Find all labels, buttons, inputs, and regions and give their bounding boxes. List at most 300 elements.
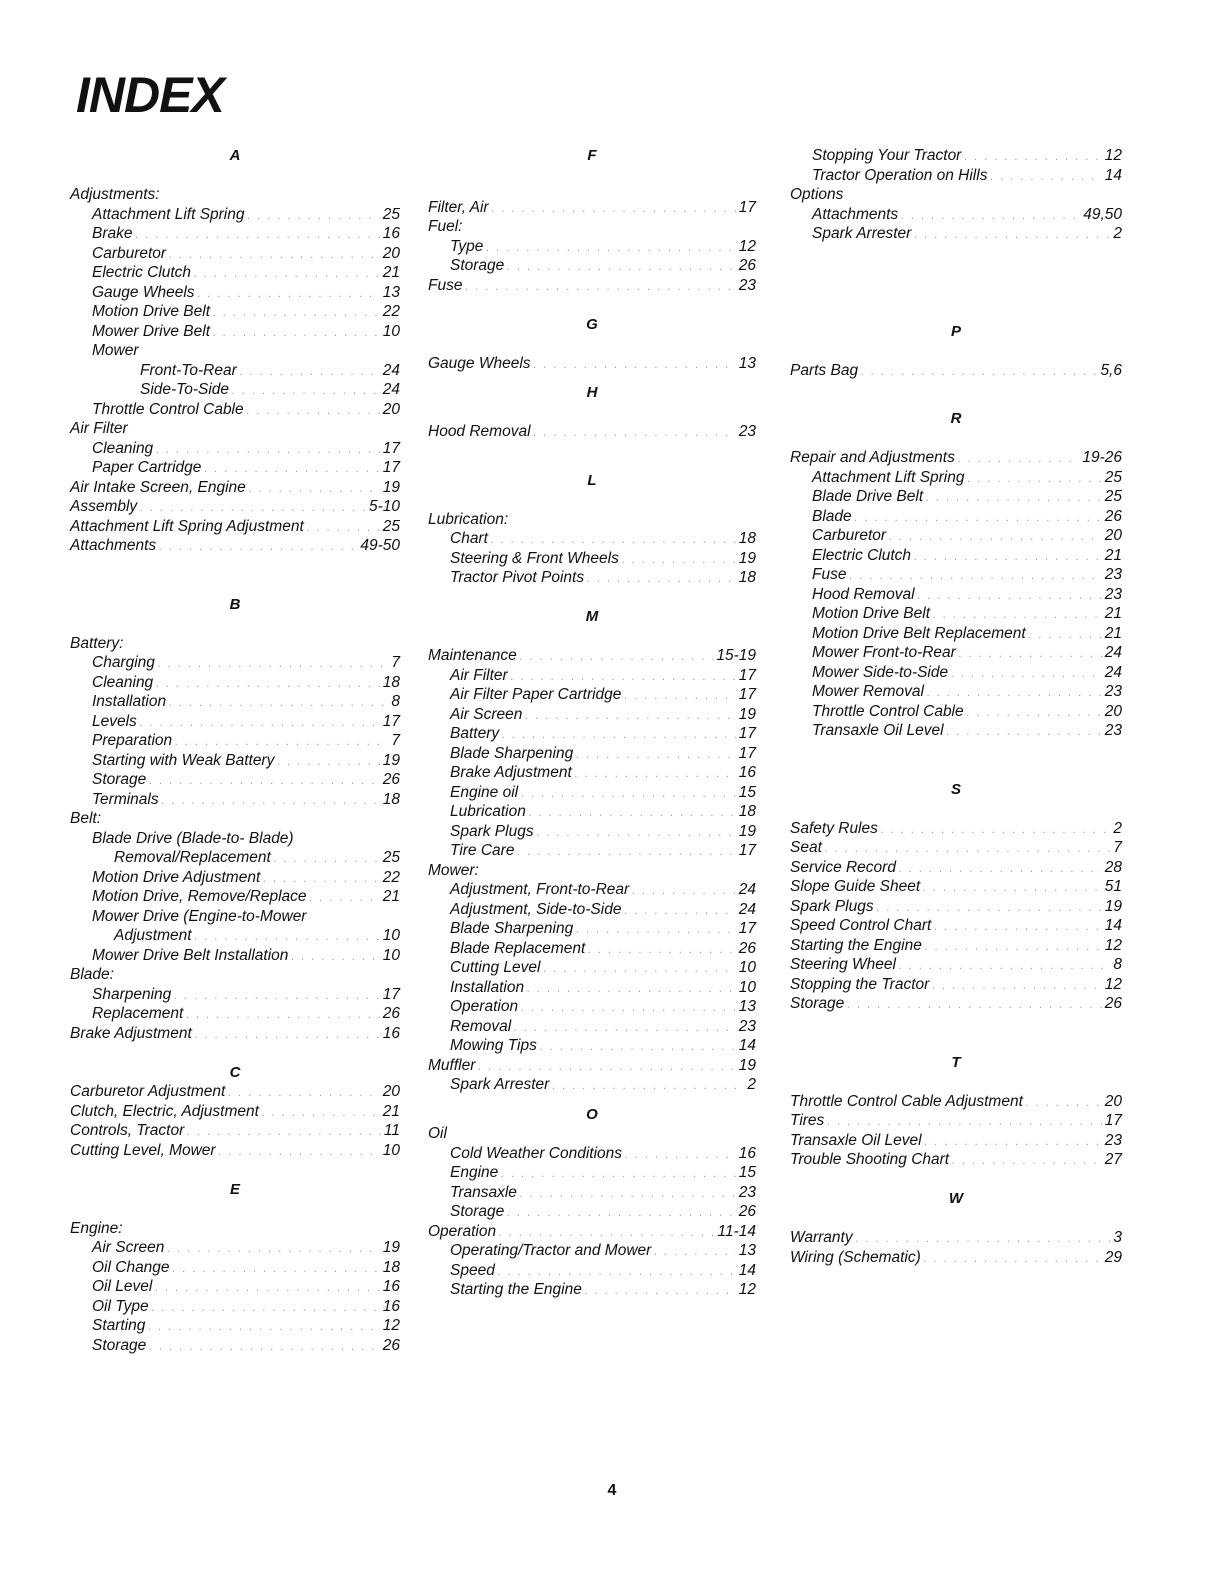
index-entry-term: Adjustment [114, 927, 192, 944]
index-entry [428, 1124, 756, 1144]
index-entry-term: Steering & Front Wheels [450, 549, 619, 567]
dot-leader [148, 1318, 379, 1338]
index-entry-page: 26 [738, 1203, 756, 1220]
dot-leader [861, 363, 1097, 383]
section-letter: H [586, 384, 598, 401]
index-entry [790, 916, 1122, 936]
index-entry-term: Mower: [428, 861, 479, 879]
index-entry-term: Attachment Lift Spring Adjustment [70, 517, 304, 535]
index-entry-page: 19 [1104, 897, 1122, 915]
index-entry-page: 12 [1104, 975, 1122, 993]
index-entry [790, 1092, 1122, 1112]
index-entry-term: Belt: [70, 810, 102, 827]
index-entry-term: Speed Control Chart [790, 917, 932, 934]
index-entry [790, 585, 1122, 605]
index-entry [790, 185, 1122, 205]
dot-leader [588, 941, 735, 961]
index-entry-term: Starting [92, 1317, 146, 1334]
index-entry-term: Battery: [70, 634, 124, 652]
section-letter: R [950, 410, 962, 427]
dot-leader [520, 1185, 736, 1205]
dot-leader [881, 821, 1110, 841]
index-entry [790, 721, 1122, 741]
index-entry-term: Tractor Operation on Hills [812, 166, 988, 184]
index-entry-page: 25 [382, 849, 400, 866]
index-entry [70, 653, 400, 673]
index-entry [428, 724, 756, 744]
dot-leader [149, 772, 379, 792]
dot-leader [169, 246, 380, 266]
index-entry-term: Fuel: [428, 218, 463, 235]
index-entry [790, 448, 1122, 468]
index-entry-page: 23 [1104, 566, 1122, 583]
index-entry [428, 1017, 756, 1037]
dot-leader [521, 785, 736, 805]
dot-leader [947, 723, 1102, 743]
index-entry-term: Spark Arrester [812, 225, 912, 242]
index-section-r [790, 409, 1122, 741]
index-entry [790, 682, 1122, 702]
dot-leader [240, 363, 380, 383]
index-entry-page: 12 [1104, 936, 1122, 954]
dot-leader [951, 665, 1102, 685]
index-entry-page: 19 [382, 478, 400, 496]
index-entry-page: 20 [382, 400, 400, 418]
dot-leader [889, 528, 1102, 548]
index-entry [70, 829, 400, 849]
index-entry [790, 205, 1122, 225]
index-entry-term: Fuse [812, 566, 847, 583]
index-entry [428, 646, 756, 666]
index-entry-page: 2 [747, 1076, 756, 1093]
index-section-e [70, 1180, 400, 1356]
index-entry [428, 919, 756, 939]
index-entry [70, 887, 400, 907]
index-entry-page: 49-50 [360, 537, 400, 554]
index-section-m [428, 607, 756, 1095]
dot-leader [194, 265, 380, 285]
index-entry [790, 487, 1122, 507]
index-section-g [428, 315, 756, 374]
index-entry [428, 510, 756, 530]
index-entry-term: Clutch, Electric, Adjustment [70, 1102, 259, 1120]
index-entry [70, 1102, 400, 1122]
dot-leader [654, 1243, 735, 1263]
index-entry-term: Blade Drive (Blade-to- Blade) [92, 829, 294, 847]
index-section-l [428, 471, 756, 588]
index-entry-term: Mower [92, 342, 139, 359]
index-entry [70, 517, 400, 537]
index-entry-term: Cleaning [92, 439, 154, 457]
dot-leader [622, 551, 736, 571]
index-entry-page: 2 [1113, 819, 1122, 837]
dot-leader [195, 1026, 380, 1046]
index-entry [70, 1004, 400, 1024]
dot-leader [968, 470, 1102, 490]
index-entry [428, 1075, 756, 1095]
index-entry-term: Mower Front-to-Rear [812, 644, 956, 661]
index-entry-page: 13 [738, 998, 756, 1015]
index-entry-term: Steering Wheel [790, 956, 896, 973]
dot-leader [514, 1019, 736, 1039]
dot-leader [291, 948, 379, 968]
index-entry-page: 2 [1113, 225, 1122, 242]
index-entry [70, 1277, 400, 1297]
index-entry [790, 507, 1122, 527]
index-entry-term: Air Screen [92, 1239, 165, 1256]
index-entry-page: 5-10 [368, 498, 400, 515]
index-entry-page: 13 [738, 1242, 756, 1259]
index-entry-term: Repair and Adjustments [790, 449, 955, 466]
index-entry [428, 841, 756, 861]
index-entry [70, 868, 400, 888]
index-entry-term: Charging [92, 654, 155, 671]
index-section-o [428, 1105, 756, 1300]
index-entry-page: 3 [1113, 1229, 1122, 1246]
index-section-t [790, 1053, 1122, 1170]
index-column-2 [428, 146, 756, 1300]
index-entry-term: Attachment Lift Spring [812, 468, 965, 486]
index-entry-page: 24 [1104, 644, 1122, 661]
index-entry [70, 985, 400, 1005]
index-entry-page: 19 [382, 1239, 400, 1256]
index-entry-page: 18 [382, 790, 400, 808]
index-entry-term: Air Intake Screen, Engine [70, 478, 246, 496]
index-entry [790, 1248, 1122, 1268]
index-entry [428, 900, 756, 920]
index-entry-term: Oil Change [92, 1258, 170, 1276]
index-entry-page: 12 [1104, 147, 1122, 164]
index-entry-page: 26 [382, 1005, 400, 1022]
index-entry [70, 1121, 400, 1141]
section-letter: W [948, 1190, 964, 1207]
index-entry [428, 1163, 756, 1183]
index-entry-page: 17 [382, 712, 400, 730]
index-entry-term: Warranty [790, 1229, 853, 1246]
index-entry-term: Engine: [70, 1219, 123, 1237]
index-entry-page: 20 [382, 1083, 400, 1100]
section-letter: B [229, 595, 241, 613]
index-entry [70, 1297, 400, 1317]
index-column-3 [790, 146, 1122, 1267]
index-entry-term: Preparation [92, 732, 173, 749]
index-entry-page: 24 [738, 900, 756, 918]
index-entry [428, 217, 756, 237]
index-entry [70, 907, 400, 927]
dot-leader [169, 694, 388, 714]
index-entry [70, 848, 400, 868]
index-entry-term: Trouble Shooting Chart [790, 1151, 950, 1168]
dot-leader [576, 746, 736, 766]
index-entry [428, 783, 756, 803]
index-entry-term: Mower Drive (Engine-to-Mower [92, 907, 307, 925]
dot-leader [465, 278, 735, 298]
index-entry-term: Starting the Engine [790, 936, 922, 954]
index-entry-term: Carburetor [92, 244, 167, 262]
dot-leader [990, 168, 1101, 188]
dot-leader [855, 509, 1102, 529]
index-entry-term: Mower Side-to-Side [812, 663, 949, 681]
index-entry-term: Slope Guide Sheet [790, 878, 921, 895]
index-entry-term: Engine oil [450, 783, 519, 801]
index-entry-term: Storage [450, 257, 505, 274]
section-letter: M [585, 608, 599, 625]
index-entry-page: 24 [382, 381, 400, 398]
index-entry [70, 478, 400, 498]
dot-leader [934, 918, 1101, 938]
index-entry-term: Installation [450, 978, 525, 996]
index-entry-page: 19 [738, 1056, 756, 1074]
index-entry [790, 858, 1122, 878]
dot-leader [540, 1038, 736, 1058]
index-entry [70, 283, 400, 303]
dot-leader [901, 207, 1080, 227]
index-entry-term: Storage [450, 1203, 505, 1220]
index-entry-page: 18 [738, 569, 756, 586]
index-entry [428, 1202, 756, 1222]
index-entry-term: Maintenance [428, 647, 517, 664]
dot-leader [232, 382, 380, 402]
index-entry-page: 7 [1113, 839, 1122, 856]
index-entry-term: Starting the Engine [450, 1281, 582, 1298]
index-entry-page: 17 [1104, 1112, 1122, 1129]
index-entry-term: Motion Drive, Remove/Replace [92, 888, 307, 905]
dot-leader [187, 1123, 381, 1143]
page-title: INDEX [76, 67, 224, 123]
index-entry-term: Blade Replacement [450, 939, 586, 957]
index-entry [790, 224, 1122, 244]
index-entry-term: Air Filter [450, 666, 508, 684]
index-entry-term: Cleaning [92, 673, 154, 691]
dot-leader [198, 285, 380, 305]
index-entry-page: 17 [738, 686, 756, 703]
index-entry [428, 198, 756, 218]
index-entry-page: 23 [738, 1017, 756, 1035]
dot-leader [932, 977, 1101, 997]
index-entry-page: 14 [738, 1037, 756, 1054]
index-entry-page: 23 [1104, 1131, 1122, 1149]
dot-leader [914, 548, 1102, 568]
index-entry-term: Gauge Wheels [428, 354, 531, 372]
dot-leader [507, 1204, 735, 1224]
index-entry-term: Gauge Wheels [92, 283, 195, 301]
index-entry-term: Cutting Level [450, 959, 541, 976]
index-entry-page: 16 [738, 1144, 756, 1162]
index-entry-term: Front-To-Rear [140, 361, 237, 379]
index-entry-term: Tire Care [450, 842, 515, 859]
index-entry [790, 994, 1122, 1014]
index-entry [70, 1024, 400, 1044]
index-entry [70, 965, 400, 985]
index-entry-term: Motion Drive Belt [812, 605, 931, 622]
index-entry-term: Oil [428, 1125, 447, 1142]
index-entry-term: Cutting Level, Mower [70, 1141, 216, 1159]
index-entry [428, 1222, 756, 1242]
dot-leader [274, 850, 380, 870]
index-entry [428, 568, 756, 588]
dot-leader [159, 538, 357, 558]
index-entry [790, 975, 1122, 995]
index-entry [790, 877, 1122, 897]
index-entry-term: Attachments [812, 205, 899, 223]
index-entry [428, 1261, 756, 1281]
dot-leader [152, 1299, 380, 1319]
index-section-p [790, 322, 1122, 381]
index-entry [790, 468, 1122, 488]
dot-leader [537, 824, 736, 844]
index-entry [790, 1228, 1122, 1248]
index-entry-page: 28 [1104, 858, 1122, 876]
index-entry-page: 26 [738, 939, 756, 957]
index-entry [428, 354, 756, 374]
index-entry [428, 666, 756, 686]
index-entry [428, 802, 756, 822]
index-entry-page: 17 [738, 725, 756, 742]
index-entry [70, 536, 400, 556]
index-section-c [70, 1063, 400, 1161]
index-entry-page: 21 [382, 264, 400, 281]
index-entry-term: Attachments [70, 537, 157, 554]
index-entry [428, 861, 756, 881]
index-entry-page: 20 [1104, 1092, 1122, 1110]
index-entry [70, 1219, 400, 1239]
index-entry-term: Spark Arrester [450, 1076, 550, 1093]
dot-leader [899, 957, 1110, 977]
index-entry [70, 419, 400, 439]
index-entry-page: 18 [382, 673, 400, 691]
index-entry-page: 7 [391, 732, 400, 749]
dot-leader [529, 804, 736, 824]
index-entry-page: 11 [383, 1122, 400, 1139]
index-entry [428, 685, 756, 705]
index-entry-term: Blade Sharpening [450, 920, 574, 937]
index-entry-page: 24 [382, 361, 400, 379]
dot-leader [520, 648, 714, 668]
dot-leader [1029, 626, 1102, 646]
dot-leader [173, 1260, 380, 1280]
section-letter: P [950, 322, 961, 340]
index-entry-page: 23 [1104, 683, 1122, 700]
index-entry-term: Terminals [92, 790, 159, 808]
index-entry-term: Installation [92, 693, 167, 710]
index-entry [428, 978, 756, 998]
index-entry-term: Transaxle Oil Level [790, 1131, 922, 1149]
index-entry [70, 458, 400, 478]
index-entry-term: Operating/Tractor and Mower [450, 1242, 652, 1259]
index-entry [790, 604, 1122, 624]
index-entry-page: 24 [738, 881, 756, 898]
index-entry-page: 18 [382, 1258, 400, 1276]
index-entry [70, 1238, 400, 1258]
dot-leader [926, 489, 1102, 509]
dot-leader [310, 889, 380, 909]
index-entry-page: 15 [738, 1164, 756, 1181]
index-entry [70, 751, 400, 771]
index-entry [790, 1111, 1122, 1131]
index-entry-term: Muffler [428, 1056, 476, 1074]
dot-leader [534, 356, 736, 376]
index-entry-page: 16 [382, 1024, 400, 1042]
dot-leader [521, 999, 736, 1019]
dot-leader [262, 1104, 380, 1124]
index-entry-page: 17 [382, 985, 400, 1003]
index-entry-term: Carburetor Adjustment [70, 1083, 226, 1100]
index-entry-page: 21 [1104, 605, 1122, 622]
index-entry [428, 1144, 756, 1164]
index-entry [70, 380, 400, 400]
index-entry-page: 23 [1104, 585, 1122, 603]
index-entry-page: 10 [738, 959, 756, 976]
index-entry-term: Safety Rules [790, 819, 878, 837]
index-entry [428, 958, 756, 978]
dot-leader [155, 1279, 379, 1299]
index-entry-page: 23 [738, 423, 756, 440]
index-entry-term: Brake [92, 225, 133, 242]
index-column-1 [70, 146, 400, 1355]
dot-leader [925, 938, 1102, 958]
index-entry-term: Controls, Tractor [70, 1122, 185, 1139]
index-entry-page: 13 [738, 354, 756, 372]
index-entry-page: 26 [738, 257, 756, 274]
index-entry [790, 526, 1122, 546]
index-entry-page: 22 [382, 868, 400, 886]
index-entry-page: 26 [382, 1336, 400, 1354]
index-entry [790, 1150, 1122, 1170]
index-entry [70, 244, 400, 264]
index-entry-term: Throttle Control Cable [92, 400, 244, 418]
index-entry-page: 25 [382, 517, 400, 535]
index-entry-term: Engine [450, 1164, 499, 1181]
index-entry-term: Throttle Control Cable [812, 702, 964, 720]
index-section-b [70, 595, 400, 1044]
dot-leader [624, 687, 735, 707]
index-entry-term: Mower Drive Belt Installation [92, 946, 289, 964]
dot-leader [219, 1143, 380, 1163]
index-entry [790, 624, 1122, 644]
section-letter: C [229, 1063, 241, 1081]
index-entry-term: Blade Sharpening [450, 744, 574, 762]
index-entry-page: 26 [382, 771, 400, 788]
index-entry-term: Removal/Replacement [114, 849, 271, 866]
index-entry [70, 926, 400, 946]
index-entry-page: 18 [738, 803, 756, 820]
index-entry [70, 205, 400, 225]
index-entry-term: Spark Plugs [450, 822, 534, 840]
index-entry [428, 880, 756, 900]
index-entry [790, 819, 1122, 839]
index-entry [70, 1258, 400, 1278]
index-entry-term: Electric Clutch [92, 264, 192, 281]
index-entry-page: 23 [738, 276, 756, 294]
index-entry [790, 955, 1122, 975]
index-entry [790, 565, 1122, 585]
dot-leader [923, 879, 1102, 899]
index-entry [790, 546, 1122, 566]
index-entry-page: 29 [1104, 1248, 1122, 1266]
dot-leader [213, 324, 380, 344]
index-entry-term: Replacement [92, 1005, 184, 1022]
section-letter: F [587, 147, 597, 164]
index-entry [70, 634, 400, 654]
index-entry [70, 322, 400, 342]
index-entry-page: 25 [1104, 488, 1122, 505]
dot-leader [158, 655, 388, 675]
index-entry-page: 12 [382, 1317, 400, 1334]
index-entry-page: 10 [738, 978, 756, 996]
index-entry-page: 16 [382, 1278, 400, 1295]
dot-leader [967, 704, 1102, 724]
dot-leader [517, 843, 735, 863]
